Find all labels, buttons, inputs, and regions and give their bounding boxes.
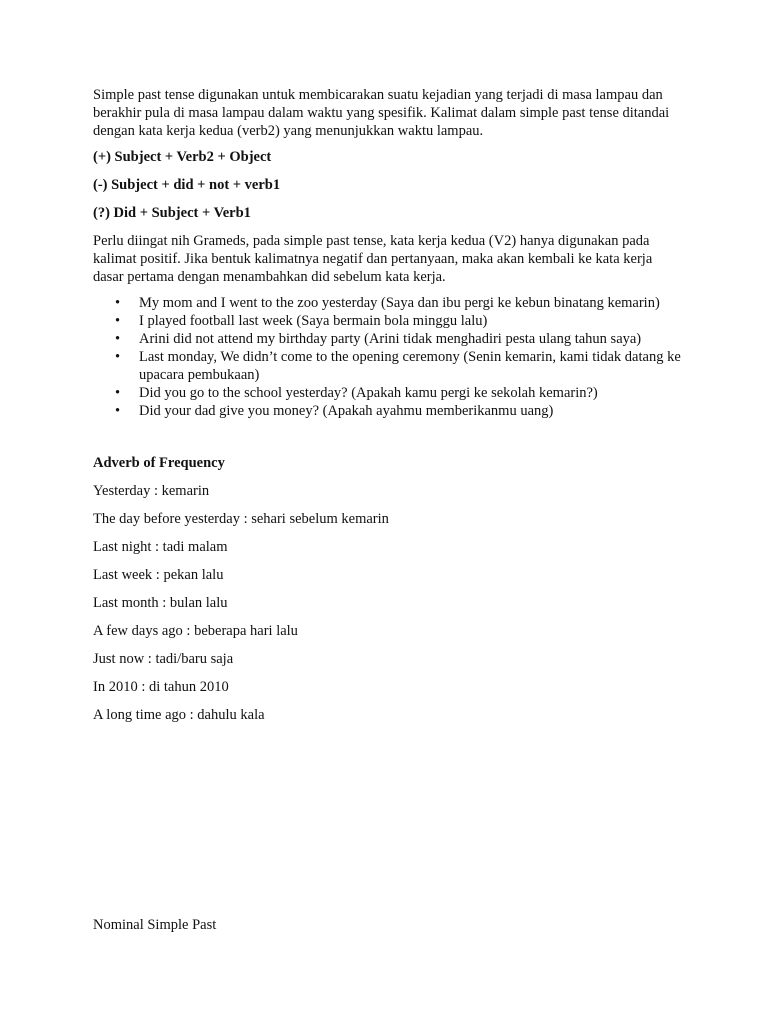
example-text: My mom and I went to the zoo yesterday (Saya dan ibu pergi ke kebun binatang kemarin) [139, 295, 660, 311]
formula-question: (?) Did + Subject + Verb1 [93, 205, 251, 221]
bullet-icon: • [115, 385, 121, 401]
list-item [115, 312, 683, 330]
adverb-item: A few days ago : beberapa hari lalu [93, 623, 298, 639]
adverb-item: In 2010 : di tahun 2010 [93, 679, 229, 695]
adverb-item: Last week : pekan lalu [93, 567, 224, 583]
document-body [93, 86, 683, 734]
example-list [93, 294, 683, 420]
formula-positive: (+) Subject + Verb2 + Object [93, 149, 272, 165]
list-item [115, 384, 683, 402]
bullet-icon: • [115, 349, 121, 365]
list-item [115, 348, 683, 384]
bullet-icon: • [115, 295, 121, 311]
bullet-icon: • [115, 313, 121, 329]
example-text: Did you go to the school yesterday? (Apakah kamu pergi ke sekolah kemarin?) [139, 385, 598, 401]
note-paragraph: Perlu diingat nih Grameds, pada simple past tense, kata kerja kedua (V2) hanya digunakan pada kalimat positif. Jika bentuk kalimatnya negatif dan pertanyaan, maka akan kembali ke kata kerja dasar pertama dengan menambahkan did sebelum kata kerja. [93, 233, 653, 285]
example-text: Arini did not attend my birthday party (Arini tidak menghadiri pesta ulang tahun saya) [139, 331, 642, 347]
list-item [115, 294, 683, 312]
adverb-item: Just now : tadi/baru saja [93, 651, 234, 667]
intro-paragraph: Simple past tense digunakan untuk membicarakan suatu kejadian yang terjadi di masa lampau dan berakhir pula di masa lampau dalam waktu yang spesifik. Kalimat dalam simple past tense ditandai dengan kata kerja kedua (verb2) yang menunjukkan waktu lampau. [93, 87, 670, 139]
example-text: I played football last week (Saya bermain bola minggu lalu) [139, 313, 488, 329]
adverb-item: The day before yesterday : sehari sebelum kemarin [93, 511, 389, 527]
example-text: Did your dad give you money? (Apakah ayahmu memberikanmu uang) [139, 403, 554, 419]
list-item [115, 402, 683, 420]
adverb-item: Yesterday : kemarin [93, 483, 210, 499]
example-text: Last monday, We didn’t come to the opening ceremony (Senin kemarin, kami tidak datang ke upacara pembukaan) [139, 349, 681, 383]
list-item [115, 330, 683, 348]
adverb-list [93, 482, 683, 724]
adverb-heading: Adverb of Frequency [93, 455, 225, 471]
formula-negative: (-) Subject + did + not + verb1 [93, 177, 281, 193]
adverb-item: A long time ago : dahulu kala [93, 707, 265, 723]
adverb-item: Last night : tadi malam [93, 539, 228, 555]
bullet-icon: • [115, 403, 121, 419]
bullet-icon: • [115, 331, 121, 347]
adverb-item: Last month : bulan lalu [93, 595, 228, 611]
section-heading-nominal: Nominal Simple Past [93, 917, 217, 933]
